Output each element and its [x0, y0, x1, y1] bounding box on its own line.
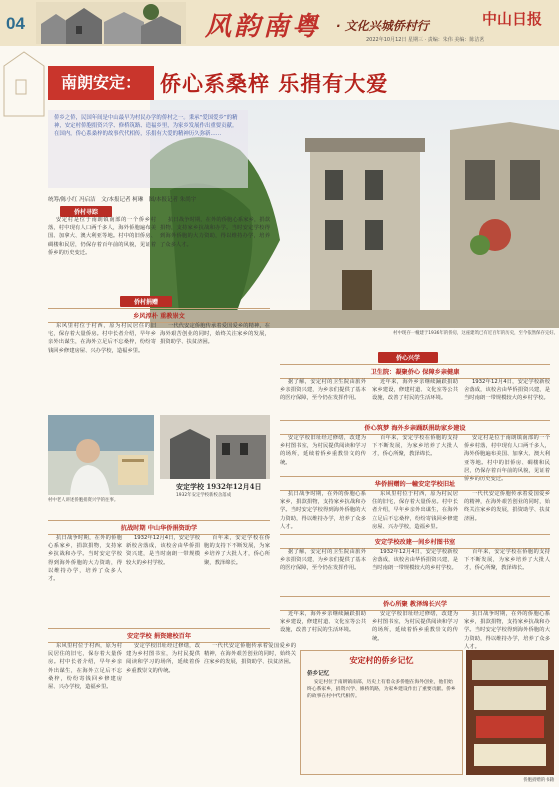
s2-paragraph-3: 百年来，安定学校在侨胞的支持下不断发展，为家乡培养了大批人才，侨心所聚，教泽绵长。: [204, 535, 270, 566]
village-illustration-icon: [36, 2, 186, 44]
s4-subhead: 侨心筑梦 海外乡亲踊跃捐助家乡建设: [280, 420, 550, 435]
s8-paragraph-3: 一代代安定侨胞传承着爱国爱乡的精神，在海外艰苦创业的同时，始终关注家乡的发展，捐资助学、扶贫济困。: [204, 643, 296, 666]
s2-paragraph: 抗日战争时期，在外的侨胞心系家乡，捐款捐物，支持家乡抗战和办学。当时安定学校得到海外侨胞的大力资助，得以维持办学，培养了众多人才。: [48, 535, 122, 583]
s6-paragraph: 据了解，安定村的卫生院由旅外乡亲捐资兴建，为乡亲们提供了基本的医疗保障，至今仍在发挥作用。: [280, 549, 366, 572]
elder-photo-icon: [48, 415, 154, 495]
s5-subhead: 华侨捐赠的一幢安定学校旧址: [280, 476, 550, 491]
school-subcaption: 1932年安定学校新校舍落成: [176, 493, 232, 498]
headline-tag: 南朗安定：: [48, 66, 154, 100]
story-title: 安定村的侨乡记忆: [349, 655, 414, 665]
s6-paragraph-2: 1932年12月4日，安定学校新校舍落成，该校舍由华侨捐资兴建，是当时南朗一带规模较大的乡村学校。: [372, 549, 458, 572]
intro-paragraph-2: 抗日战争时期，在外的侨胞心系家乡，捐款捐物，支持家乡抗战和办学。当时安定学校得到海外侨胞的大力资助，得以维持办学，培养了众多人才。: [160, 217, 270, 248]
s3-subhead: 卫生院：凝聚侨心 保障乡亲健康: [280, 364, 550, 379]
intro-paragraph: 安定村是位于南朗镇南部的一个侨乡村落，村中现有人口两千多人，海外侨胞遍布美国、加拿大、澳大利亚等地。村中的旧侨房、碉楼和民居，仍保存着百年前的风貌，见证着侨乡的历史变迁。: [48, 217, 156, 256]
intro-section-head: 侨村寻踪: [60, 206, 112, 217]
s1-subhead: 乡风淳朴 重教崇文: [48, 308, 270, 323]
s8-paragraph-2: 安定学校旧址经过修缮，改建为乡村图书室，为村民提供阅读和学习的场所，延续着侨乡重教崇文的传统。: [126, 643, 200, 674]
headline: [48, 66, 454, 102]
elder-caption: 村中老人讲述侨胞捐资兴学的往事。: [48, 498, 119, 503]
s6-paragraph-3: 百年来，安定学校在侨胞的支持下不断发展，为家乡培养了大批人才，侨心所聚，教泽绵长。: [464, 549, 550, 572]
byline: 统筹/陈小红 冯启洁 文/本报记者 柯琳 图/本报记者 朱尚宇: [48, 197, 197, 203]
s5-paragraph-3: 一代代安定侨胞传承着爱国爱乡的精神，在海外艰苦创业的同时，始终关注家乡的发展，捐资助学、扶贫济困。: [464, 491, 550, 522]
s1-paragraph: 东风里村位于村西，原为村民居住的旧宅，保存着大量侨房。村中长者介绍，早年乡亲外出谋生，在海外立足后不忘桑梓，纷纷寄钱回乡修建房屋、兴办学校，造福乡里。: [48, 323, 156, 354]
school-caption: 安定学校 1932年12月4日: [176, 482, 262, 491]
s5-paragraph: 抗日战争时期，在外的侨胞心系家乡，捐款捐物，支持家乡抗战和办学。当时安定学校得到海外侨胞的大力资助，得以维持办学，培养了众多人才。: [280, 491, 366, 530]
s7-subhead: 侨心所聚 教泽绵长兴学: [280, 596, 550, 611]
s3-paragraph-3: 1932年12月4日，安定学校新校舍落成，该校舍由华侨捐资兴建，是当时南朗一带规模较大的乡村学校。: [464, 379, 550, 402]
story-box: [300, 650, 463, 775]
headline-main: 侨心系桑梓 乐捐有大爱: [160, 71, 389, 96]
s7-paragraph-3: 抗日战争时期，在外的侨胞心系家乡，捐款捐物，支持家乡抗战和办学。当时安定学校得到海外侨胞的大力资助，得以维持办学，培养了众多人才。: [464, 611, 550, 650]
story-text: 安定村位于南朗镇南部，历史上有着众多侨胞在海外创业，他们始终心系家乡，捐资兴学、修桥筑路，为家乡建设作出了重要贡献。侨乡的故事在村中代代相传。: [307, 680, 456, 700]
s4-paragraph-3: 安定村是位于南朗镇南部的一个侨乡村落，村中现有人口两千多人，海外侨胞遍布美国、加拿大、澳大利亚等地。村中的旧侨房、碉楼和民居，仍保存着百年前的风貌，见证着侨乡的历史变迁。: [464, 435, 550, 483]
page-number: 04: [6, 14, 25, 33]
books-photo-icon: [466, 650, 554, 775]
s1-paragraph-2: 一代代安定侨胞传承着爱国爱乡的精神，在海外艰苦创业的同时，始终关注家乡的发展，捐资助学、扶贫济困。: [160, 323, 270, 346]
story-subtitle: 侨乡记忆: [307, 671, 330, 677]
s3-paragraph: 据了解，安定村的卫生院由旅外乡亲捐资兴建，为乡亲们提供了基本的医疗保障，至今仍在发挥作用。: [280, 379, 366, 402]
s3-paragraph-2: 近年来，海外乡亲继续踊跃捐助家乡建设，修建村道、文化室等公共设施，改善了村民的生活环境。: [372, 379, 458, 402]
lead-paragraph: 侨乡之侨，民国年间是中山最早为村民办学的侨村之一。秉承“爱国爱乡”的精神，安定村侨胞捐资兴学、修桥筑路、造福乡里，为家乡发展作出重要贡献。在国内，侨心系桑梓的故事代代相传，乐捐有大爱的精神历久弥新……: [48, 110, 248, 188]
s4-paragraph-2: 百年来，安定学校在侨胞的支持下不断发展，为家乡培养了大批人才，侨心所聚，教泽绵长。: [372, 435, 458, 458]
s5-paragraph-2: 东风里村位于村西，原为村民居住的旧宅，保存着大量侨房。村中长者介绍，早年乡亲外出谋生，在海外立足后不忘桑梓，纷纷寄钱回乡修建房屋、兴办学校，造福乡里。: [372, 491, 458, 530]
school-section-head: 侨心兴学: [378, 352, 438, 363]
s4-paragraph: 安定学校旧址经过修缮，改建为乡村图书室，为村民提供阅读和学习的场所，延续着侨乡重教崇文的传统。: [280, 435, 366, 466]
donation-section-head: 侨村捐赠: [120, 296, 172, 307]
s8-subhead: 安定学校 捐资建校百年: [48, 628, 270, 643]
section-subtitle: · 文化兴城侨村行: [336, 19, 429, 33]
books-caption: 侨胞捐赠的书籍: [523, 778, 554, 783]
s6-subhead: 安定学校改建一间乡村图书室: [280, 534, 550, 549]
section-title: 风韵南粤: [205, 12, 322, 42]
school-photo-icon: [160, 415, 270, 479]
s8-paragraph: 东风里村位于村西，原为村民居住的旧宅，保存着大量侨房。村中长者介绍，早年乡亲外出谋生，在海外立足后不忘桑梓，纷纷寄钱回乡修建房屋、兴办学校，造福乡里。: [48, 643, 122, 691]
s7-paragraph-2: 安定学校旧址经过修缮，改建为乡村图书室，为村民提供阅读和学习的场所，延续着侨乡重教崇文的传统。: [372, 611, 458, 642]
s7-paragraph: 近年来，海外乡亲继续踊跃捐助家乡建设，修建村道、文化室等公共设施，改善了村民的生活环境。: [280, 611, 366, 634]
issue-meta: 2022年10月12日 星期三 · 责编：朱伟 美编：陈洁茗: [366, 37, 485, 43]
building-sketch-icon: [0, 46, 48, 116]
s2-subhead: 抗战时期 中山华侨捐资助学: [48, 520, 270, 535]
newspaper-logo: 中山日报: [482, 10, 543, 28]
page-header: [0, 0, 559, 46]
s2-paragraph-2: 1932年12月4日，安定学校新校舍落成，该校舍由华侨捐资兴建，是当时南朗一带规模较大的乡村学校。: [126, 535, 200, 566]
photo-caption: 村中现存一幢建于1936年的侨房，这座建筑已有近百年的历史，至今依然保存完好。: [393, 331, 558, 336]
